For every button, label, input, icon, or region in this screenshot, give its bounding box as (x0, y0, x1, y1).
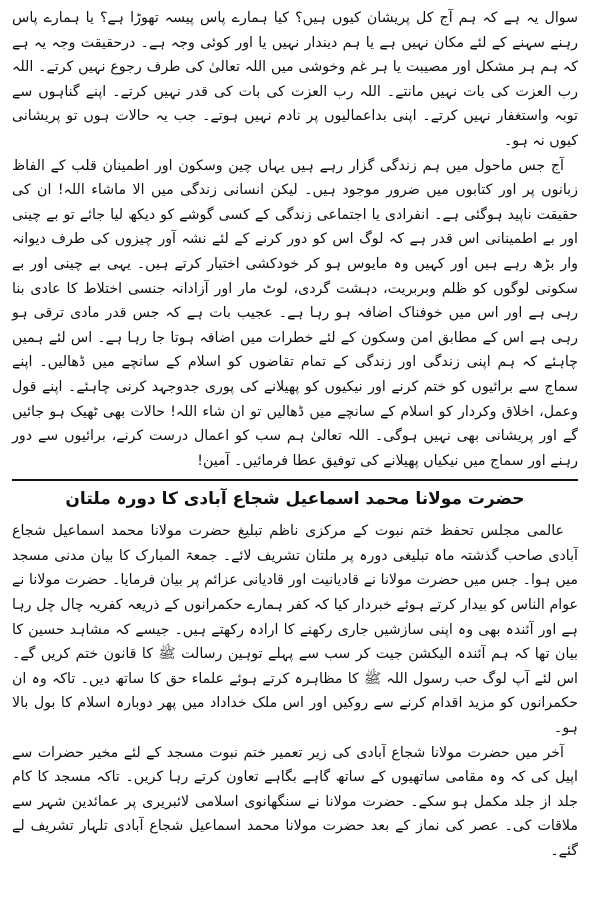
paragraph: عالمی مجلس تحفظ ختم نبوت کے مرکزی ناظم تبلیغ حضرت مولانا محمد اسماعیل شجاع آبادی صاحب گذشتہ ماہ تبلیغی دورہ پر ملتان تشریف لائے۔ جمعۃ المبارک کا بیان مدنی مسجد میں ہوا۔ جس میں حضرت مولانا نے قادیانیت اور قادیانی عزائم پر بیان فرمایا۔ حضرت مولانا نے عوام الناس کو بیدار کرتے ہوئے خبردار کیا کہ کفر ہمارے حکمرانوں کے ذریعہ کفریہ چال چل رہا ہے اور آئندہ بھی وہ اپنی سازشیں جاری رکھنے کا ارادہ رکھتے ہیں۔ جیسے کہ مشاہد حسین کا بیان تھا کہ ہم آئندہ الیکشن جیت کر سب سے پہلے توہین رسالت ﷺ کا قانون ختم کریں گے۔ اس لئے آپ لوگ حب رسول اللہ ﷺ کا مظاہرہ کرتے ہوئے علماء حق کا ساتھ دیں۔ تاکہ وہ ان حکمرانوں کو مزید اقدام کرنے سے روکیں اور اس ملک خداداد میں پھر دوبارہ اسلام کا بول بالا ہو۔ (12, 523, 578, 737)
article-body-2 (12, 519, 578, 863)
article-heading: حضرت مولانا محمد اسماعیل شجاع آبادی کا دورہ ملتان (65, 489, 525, 510)
paragraph: آج جس ماحول میں ہم زندگی گزار رہے ہیں یہاں چین وسکون اور اطمینان قلب کے الفاظ زبانوں پر اور کتابوں میں ضرور موجود ہیں۔ لیکن انسانی زندگی میں الا ماشاء اللہ! ان کی حقیقت ناپید ہوگئی ہے۔ انفرادی یا اجتماعی زندگی کے کسی گوشے کو دیکھ لیا جائے تو بے چینی اور بے اطمینانی اس قدر ہے کہ لوگ اس کو دور کرنے کے لئے نشہ آور چیزوں کی طرف دیوانہ وار بڑھ رہے ہیں اور کہیں وہ مایوس ہو کر خودکشی اختیار کرتے ہیں۔ یہی بے چینی اور بے سکونی لوگوں کو ظلم وبربریت، دہشت گردی، لوٹ مار اور آزادانہ جنسی اختلاط کا عادی بنا رہی ہے اور اس میں خوفناک اضافہ ہو رہا ہے۔ عجیب بات ہے کہ جس قدر مادی ترقی ہو رہی ہے اس کے مطابق امن وسکون کے لئے خطرات میں اضافہ ہوتا جا رہا ہے۔ اس لئے ہمیں چاہئے کہ ہم اپنی زندگی اور زندگی کے تمام تقاضوں کو اسلام کے سانچے میں ڈھالیں۔ اپنے سماج سے برائیوں کو ختم کرنے اور نیکیوں کو پھیلانے کی پوری جدوجہد کرنی چاہئے۔ اپنے قول وعمل، اخلاق وکردار کو اسلام کے سانچے میں ڈھالیں تو ان شاء اللہ! حالات بھی ٹھیک ہو جائیں گے اور پریشانی بھی نہیں ہوگی۔ اللہ تعالیٰ ہم سب کو اعمال درست کرنے، برائیوں سے دور رہنے اور سماج میں نیکیاں پھیلانے کی توفیق عطا فرمائیں۔ آمین! (12, 157, 578, 469)
article-body-1 (12, 6, 578, 473)
paragraph: آخر میں حضرت مولانا شجاع آبادی کی زیر تعمیر ختم نبوت مسجد کے لئے مخیر حضرات سے اپیل کی کہ وہ مقامی ساتھیوں کے ساتھ گاہے بگاہے تعاون کرتے رہا کریں۔ تاکہ مسجد کا کام جلد از جلد مکمل ہو سکے۔ حضرت مولانا نے سنگھانوی اسلامی لائبریری پر عمائدین شہر سے ملاقات کی۔ عصر کی نماز کے بعد حضرت مولانا محمد اسماعیل شجاع آبادی تلہار تشریف لے گئے۔ (12, 744, 578, 859)
section-divider (12, 479, 578, 481)
paragraph: سوال یہ ہے کہ ہم آج کل پریشان کیوں ہیں؟ کیا ہمارے پاس پیسہ تھوڑا ہے؟ یا ہمارے پاس رہنے سہنے کے لئے مکان نہیں ہے یا ہم دیندار نہیں یا اور کوئی وجہ ہے۔ درحقیقت وجہ یہ ہے کہ ہم ہر مشکل اور مصیبت یا ہر غم وخوشی میں اللہ تعالیٰ کی طرف رجوع نہیں کرتے۔ اللہ رب العزت کی بات نہیں مانتے۔ اللہ رب العزت کی بات کی قدر نہیں کرتے۔ اپنے گناہوں سے توبہ واستغفار نہیں کرتے۔ اپنی بداعمالیوں پر نادم نہیں ہوتے۔ جب یہ حالات ہوں تو پریشانی کیوں نہ ہو۔ (12, 10, 578, 149)
